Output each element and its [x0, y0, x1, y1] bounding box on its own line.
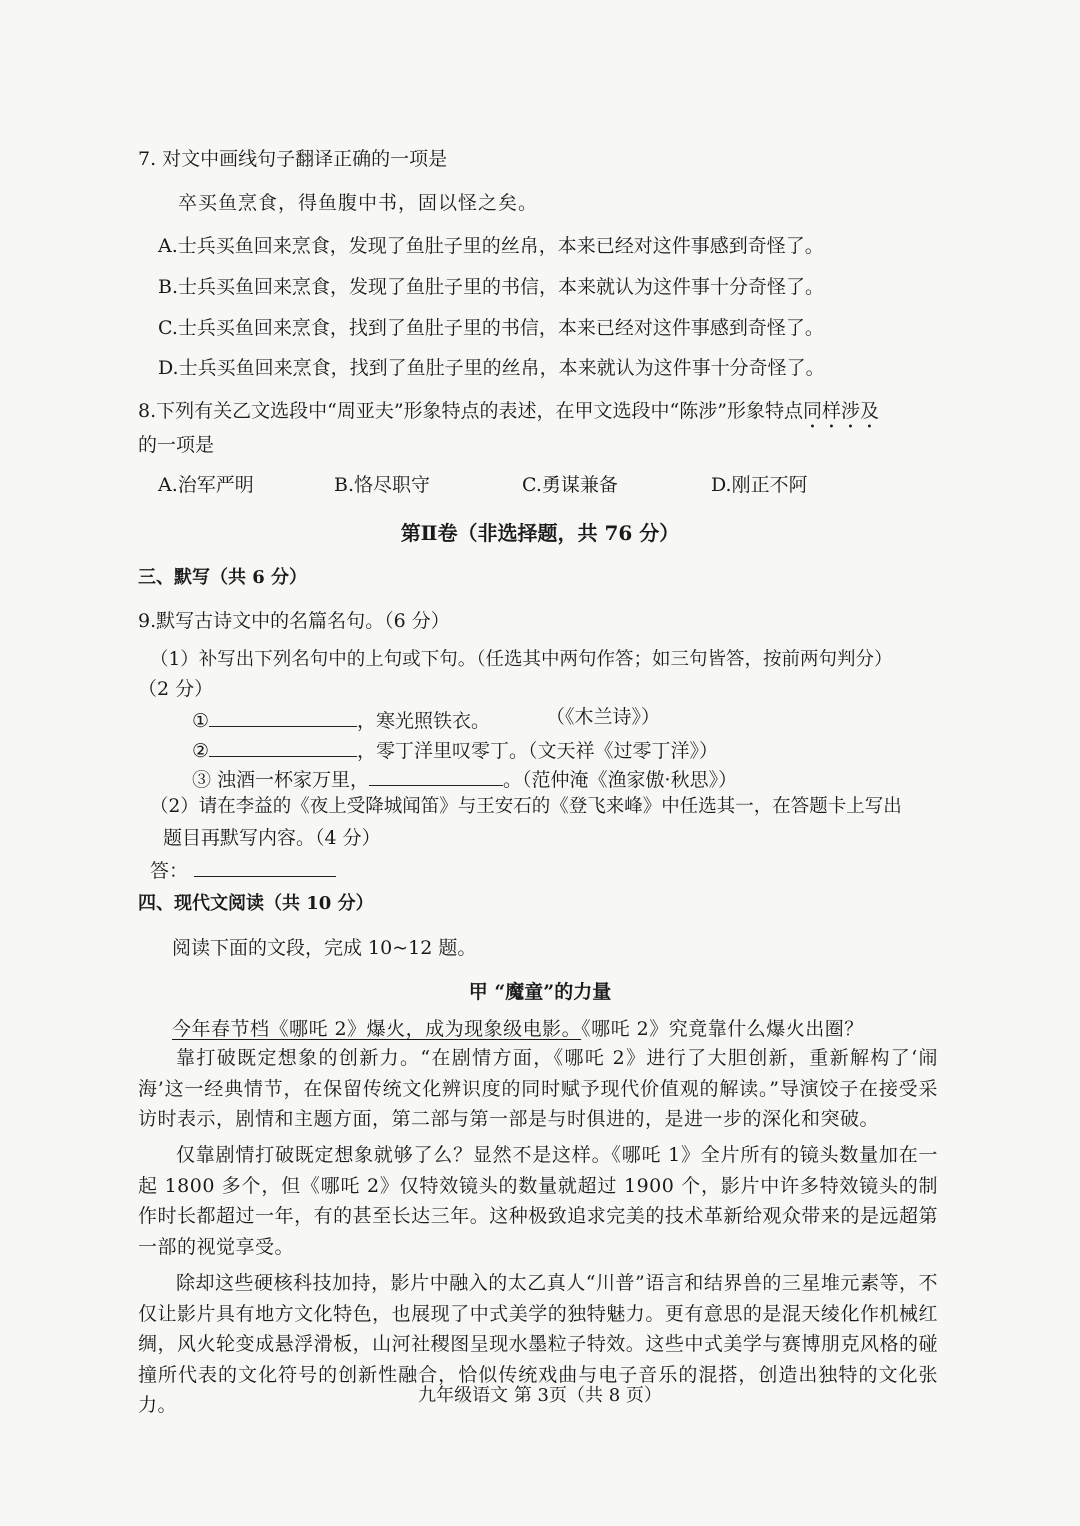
- q7-sentence: 卒买鱼烹食，得鱼腹中书，固以怪之矣。: [178, 192, 539, 214]
- underlined-sentence: 今年春节档《哪吒 2》爆火，成为现象级电影。: [172, 1018, 582, 1040]
- q9-sub1-line1: （1）补写出下列名句中的上句或下句。（任选其中两句作答；如三句皆答，按前两句判分）: [150, 649, 893, 670]
- q8-options: [158, 476, 858, 500]
- part2-title: 第Ⅱ卷（非选择题，共 76 分）: [400, 521, 680, 545]
- paragraph-1-rest: 《哪吒 2》究竟靠什么爆火出圈？: [581, 1018, 864, 1040]
- reading-instruction: 阅读下面的文段，完成 10~12 题。: [172, 937, 477, 959]
- q8-stem-text: 8.下列有关乙文选段中“周亚夫”形象特点的表述，在甲文选段中“陈涉”形象特点: [138, 400, 803, 422]
- q9-item-3: [192, 767, 737, 790]
- q9-item-1: [192, 708, 490, 731]
- item-1-text: ，寒光照铁衣。: [357, 710, 491, 732]
- answer-label: 答：: [150, 860, 189, 882]
- q7-option-d: D.士兵买鱼回来烹食，找到了鱼肚子里的丝帛，本来就认为这件事十分奇怪了。: [158, 357, 825, 379]
- section4-heading: 四、现代文阅读（共 10 分）: [138, 893, 374, 914]
- q8-option-a: A.治军严明: [158, 474, 254, 496]
- article-paragraph-4: 除却这些硬核科技加持，影片中融入的太乙真人“川普”语言和结界兽的三星堆元素等，不仅让影片具有地方文化特色，也展现了中式美学的独特魅力。更有意思的是混天绫化作机械红绸，风火轮变成悬浮滑板，山河社稷图呈现水墨粒子特效。这些中式美学与赛博朋克风格的碰撞所代表的文化符号的创新性融合，恰似传统戏曲与电子音乐的混搭，创造出独特的文化张力。: [138, 1272, 938, 1416]
- article-paragraph-3: 仅靠剧情打破既定想象就够了么？显然不是这样。《哪吒 1》全片所有的镜头数量加在一起 1800 多个，但《哪吒 2》仅特效镜头的数量就超过 1900 个，影片中许多特效镜头的制作时长都超过一年，有的甚至长达三年。这种极致追求完美的技术革新给观众带来的是远超第一部的视觉享受。: [138, 1144, 938, 1258]
- item-3-blank[interactable]: [369, 767, 503, 786]
- item-3-pre: ③ 浊酒一杯家万里，: [192, 769, 370, 791]
- q8-option-b: B.恪尽职守: [334, 474, 431, 496]
- item-2-blank[interactable]: [209, 738, 357, 757]
- q7-option-c: C.士兵买鱼回来烹食，找到了鱼肚子里的书信，本来已经对这件事感到奇怪了。: [158, 317, 824, 339]
- article-paragraph-2: 靠打破既定想象的创新力。“在剧情方面，《哪吒 2》进行了大胆创新，重新解构了‘闹海’这一经典情节，在保留传统文化辨识度的同时赋予现代价值观的解读。”导演饺子在接受采访时表示，剧情和主题方面，第二部与第一部是与时俱进的，是进一步的深化和突破。: [138, 1047, 938, 1130]
- item-1-blank[interactable]: [209, 708, 357, 727]
- item-1-number: ①: [192, 710, 210, 732]
- q7-option-a: A.士兵买鱼回来烹食，发现了鱼肚子里的丝帛，本来已经对这件事感到奇怪了。: [158, 235, 824, 257]
- page-footer: 九年级语文 第 3页（共 8 页）: [418, 1385, 662, 1406]
- q9-stem: 9.默写古诗文中的名篇名句。（6 分）: [138, 610, 450, 632]
- q9-sub2-line2: 题目再默写内容。（4 分）: [163, 827, 381, 849]
- article-title: 甲 “魔童”的力量: [468, 981, 612, 1003]
- answer-blank[interactable]: [194, 858, 336, 877]
- q8-stem: [138, 400, 879, 433]
- q8-option-d: D.刚正不阿: [711, 474, 808, 496]
- q9-sub2-line1: （2）请在李益的《夜上受降城闻笛》与王安石的《登飞来峰》中任选其一，在答题卡上写出: [150, 796, 902, 817]
- q7-option-b: B.士兵买鱼回来烹食，发现了鱼肚子里的书信，本来就认为这件事十分奇怪了。: [158, 276, 825, 298]
- q8-option-c: C.勇谋兼备: [522, 474, 618, 496]
- q7-stem: 7. 对文中画线句子翻译正确的一项是: [138, 148, 448, 170]
- article-paragraph-1: [172, 1020, 864, 1039]
- answer-row: [150, 858, 336, 881]
- q9-item-2: [192, 738, 718, 761]
- q8-stem-line2: 的一项是: [138, 434, 215, 456]
- item-2-text: ，零丁洋里叹零丁。（文天祥《过零丁洋》）: [357, 740, 719, 762]
- item-3-post: 。（范仲淹《渔家傲·秋思》）: [503, 769, 738, 791]
- section3-heading: 三、默写（共 6 分）: [138, 567, 308, 588]
- q8-stem-emphasis: 同样涉及: [802, 400, 879, 422]
- item-1-source: （《木兰诗》）: [546, 706, 661, 728]
- item-2-number: ②: [192, 740, 210, 762]
- q9-sub1-line2: （2 分）: [138, 678, 214, 700]
